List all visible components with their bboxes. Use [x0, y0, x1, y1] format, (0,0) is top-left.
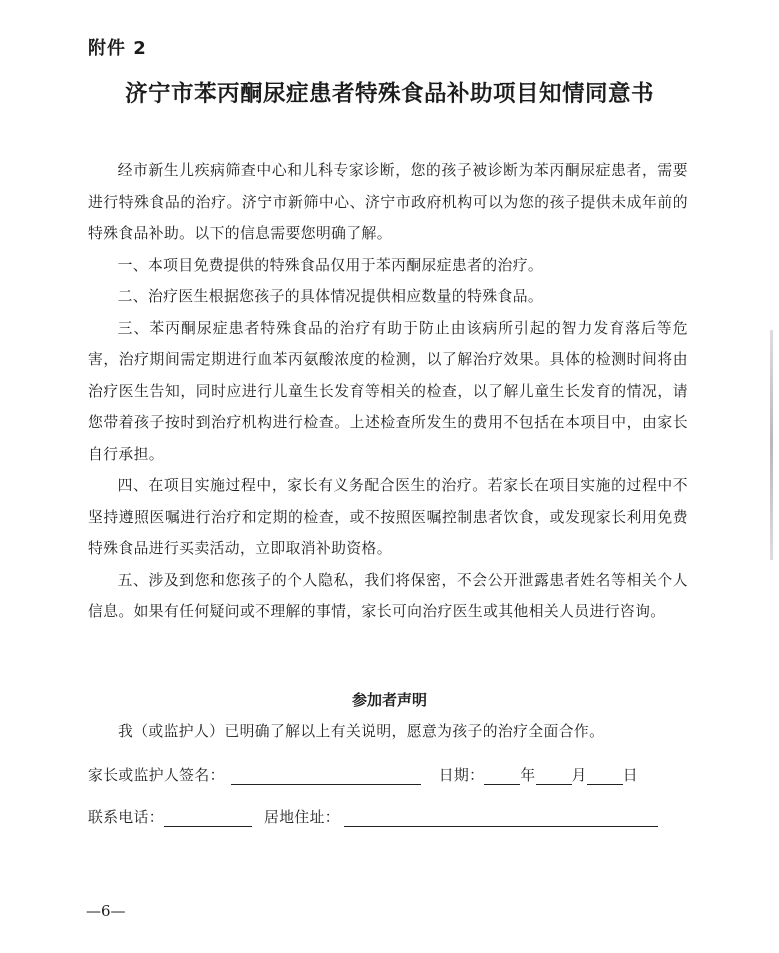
phone-field[interactable]	[164, 808, 252, 827]
year-label: 年	[520, 767, 536, 784]
consent-body	[88, 155, 688, 628]
day-label: 日	[622, 767, 638, 784]
clause-4: 四、在项目实施过程中，家长有义务配合医生的治疗。若家长在项目实施的过程中不坚持遵照医嘱进行治疗和定期的检查，或不按照医嘱控制患者饮食，或发现家长利用免费特殊食品进行买卖活动，立即取消补助资格。	[88, 477, 688, 557]
document-title: 济宁市苯丙酮尿症患者特殊食品补助项目知情同意书	[124, 81, 654, 107]
declaration-heading: 参加者声明	[351, 691, 427, 709]
signature-field[interactable]	[231, 766, 421, 785]
scan-edge-mark	[770, 330, 773, 560]
clause-3: 三、苯丙酮尿症患者特殊食品的治疗有助于防止由该病所引起的智力发育落后等危害，治疗期间需定期进行血苯丙氨酸浓度的检测，以了解治疗效果。具体的检测时间将由治疗医生告知，同时应进行儿童生长发育等相关的检查，以了解儿童生长发育的情况，请您带着孩子按时到治疗机构进行检查。上述检查所发生的费用不包括在本项目中，由家长自行承担。	[88, 319, 688, 463]
date-label: 日期：	[438, 767, 485, 784]
address-label: 居地住址：	[264, 809, 340, 826]
month-label: 月	[571, 767, 587, 784]
clause-2: 二、治疗医生根据您孩子的具体情况提供相应数量的特殊食品。	[117, 288, 544, 305]
day-field[interactable]	[587, 766, 623, 785]
month-field[interactable]	[536, 766, 572, 785]
declaration-statement: 我（或监护人）已明确了解以上有关说明，愿意为孩子的治疗全面合作。	[118, 723, 605, 740]
phone-label: 联系电话：	[88, 809, 164, 826]
attachment-label: 附件 2	[88, 38, 147, 59]
year-field[interactable]	[484, 766, 520, 785]
clause-5: 五、涉及到您和您孩子的个人隐私，我们将保密，不会公开泄露患者姓名等相关个人信息。如果有任何疑问或不理解的事情，家长可向治疗医生或其他相关人员进行咨询。	[88, 571, 688, 620]
signature-row	[88, 764, 638, 785]
clause-1: 一、本项目免费提供的特殊食品仅用于苯丙酮尿症患者的治疗。	[117, 256, 544, 274]
intro-paragraph: 经市新生儿疾病筛查中心和儿科专家诊断，您的孩子被诊断为苯丙酮尿症患者，需要进行特殊食品的治疗。济宁市新筛中心、济宁市政府机构可以为您的孩子提供未成年前的特殊食品补助。以下的信息需要您明确了解。	[88, 162, 688, 242]
address-field[interactable]	[344, 808, 658, 827]
signer-label: 家长或监护人签名：	[88, 767, 225, 784]
page-number: —6—	[86, 902, 126, 920]
contact-row	[88, 806, 658, 827]
